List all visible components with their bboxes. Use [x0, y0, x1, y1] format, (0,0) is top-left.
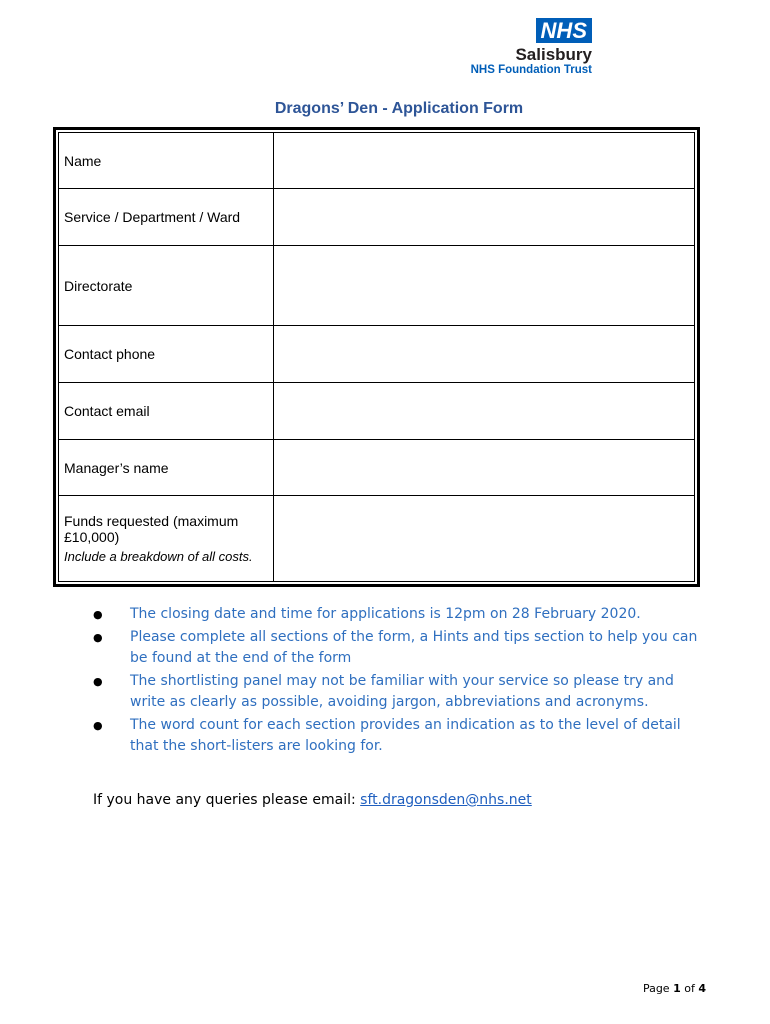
directorate-field[interactable] [274, 246, 695, 326]
bullet-icon: ● [93, 631, 103, 644]
form-row-email [59, 383, 695, 440]
list-item [88, 715, 708, 757]
bullet-icon: ● [93, 675, 103, 688]
page-number: 1 [673, 982, 681, 995]
manager-field[interactable] [274, 440, 695, 496]
page-total: 4 [698, 982, 706, 995]
query-text: If you have any queries please email: [93, 792, 361, 808]
list-item-text: Please complete all sections of the form, a Hints and tips section to help you can be found at the end of the form [130, 629, 698, 666]
list-item-text: The closing date and time for applications is 12pm on 28 February 2020. [130, 606, 641, 622]
form-row-phone [59, 326, 695, 383]
form-row-name [59, 133, 695, 189]
manager-label: Manager’s name [59, 440, 274, 496]
nhs-badge: NHS [536, 18, 592, 43]
service-label: Service / Department / Ward [59, 189, 274, 246]
form-row-manager [59, 440, 695, 496]
list-item-text: The shortlisting panel may not be familiar with your service so please try and write as clearly as possible, avoiding jargon, abbreviations and acronyms. [130, 673, 674, 710]
form-row-funds [59, 496, 695, 582]
guidance-list [88, 604, 708, 759]
logo-org-name: Salisbury [515, 45, 592, 64]
of-word: of [684, 982, 695, 995]
page-title: Dragons’ Den - Application Form [274, 100, 524, 117]
funds-field[interactable] [274, 496, 695, 582]
bullet-icon: ● [93, 719, 103, 732]
page-footer [643, 982, 706, 995]
list-item [88, 671, 708, 713]
bullet-icon: ● [93, 608, 103, 621]
funds-label: Funds requested (maximum £10,000) [64, 513, 239, 545]
list-item-text: The word count for each section provides an indication as to the level of detail that the short-listers are looking for. [130, 717, 681, 754]
name-field[interactable] [274, 133, 695, 189]
list-item [88, 627, 708, 669]
page-word: Page [642, 982, 670, 995]
form-row-service [59, 189, 695, 246]
form-row-directorate [59, 246, 695, 326]
query-line [93, 792, 532, 808]
funds-label-cell [59, 496, 274, 582]
nhs-logo [471, 18, 592, 77]
funds-note: Include a breakdown of all costs. [64, 549, 253, 564]
phone-field[interactable] [274, 326, 695, 383]
service-field[interactable] [274, 189, 695, 246]
application-form-table [53, 127, 700, 587]
email-label: Contact email [59, 383, 274, 440]
list-item [88, 604, 708, 625]
phone-label: Contact phone [59, 326, 274, 383]
directorate-label: Directorate [59, 246, 274, 326]
email-field[interactable] [274, 383, 695, 440]
email-link[interactable]: sft.dragonsden@nhs.net [360, 792, 532, 808]
name-label: Name [59, 133, 274, 189]
logo-trust-name: NHS Foundation Trust [470, 64, 592, 76]
